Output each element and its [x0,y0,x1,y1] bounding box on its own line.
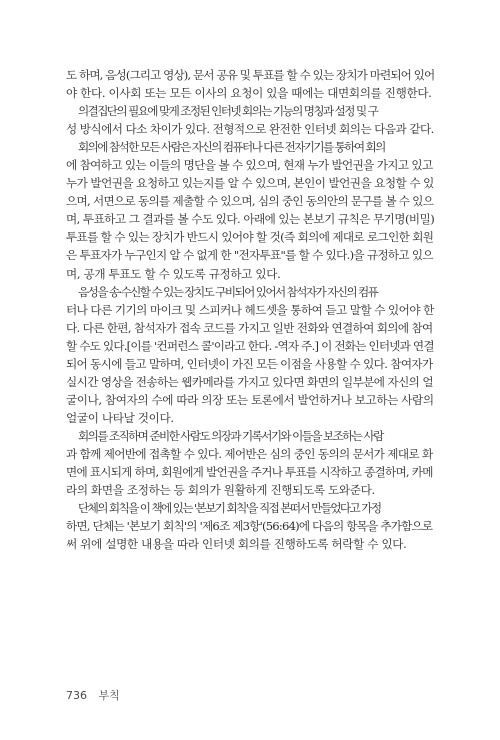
section-title: 부칙 [98,689,120,702]
text-line: 면에 표시되게 하며, 회원에게 발언권을 주거나 투표를 시작하고 종결하며, 카메 [66,465,433,480]
page-footer [66,687,120,703]
page-number: 736 [66,689,87,702]
text-line: 도 하며, 음성(그리고 영상), 문서 공유 및 투표를 할 수 있는 장치가 마련되어 있어 [66,68,435,82]
text-line: 할 수도 있다.[이를 '컨퍼런스 콜'이라고 한다. -역자 주.] 이 전화는 인터넷과 연결 [66,338,434,353]
paragraph [66,499,434,553]
text-line: 며, 투표하고 그 결과를 볼 수도 있다. 아래에 있는 본보기 규칙은 무기명(비밀) [66,212,435,227]
paragraph [66,427,434,499]
paragraph [66,66,434,102]
text-line: 의결집단의 필요에 맞게 조정된 인터넷 회의는 기능의 명칭과 설정 및 구 [78,104,378,119]
text-line: 라의 화면을 조정하는 등 회의가 원활하게 진행되도록 도와준다. [66,483,375,498]
text-line: 되어 동시에 들고 말하며, 인터넷이 가진 모든 이점을 사용할 수 있다. 참여자가 [66,356,433,371]
text-line: 으며, 서면으로 동의를 제출할 수 있으며, 심의 중인 동의안의 문구를 볼 수 있으 [66,194,434,209]
text-line: 터나 다른 기기의 마이크 및 스피커나 헤드셋을 통하여 듣고 말할 수 있어야 한 [66,302,434,317]
page-body [66,66,434,553]
text-line: 음성을 송·수신할 수 있는 장치도 구비되어 있어서 참석자가 자신의 컴퓨 [78,284,378,299]
text-line: 써 위에 설명한 내용을 따라 인터넷 회의를 진행하도록 허락할 수 있다. [66,537,407,552]
text-line: 얼굴이 나타날 것이다. [66,410,174,425]
text-line: 야 한다. 이사회 또는 모든 이사의 요청이 있을 때에는 대면회의를 진행한다. [66,86,432,101]
paragraph [66,283,434,427]
text-line: 누가 발언권을 요청하고 있는지를 알 수 있으며, 본인이 발언권을 요청할 수 있 [66,176,434,191]
text-line: 에 참여하고 있는 이들의 명단을 볼 수 있으며, 현재 누가 발언권을 가지고 있고 [66,158,433,173]
text-line: 투표를 할 수 있는 장치가 반드시 있어야 할 것(즉 회의에 제대로 로그인한 회원 [66,230,434,245]
text-line: 실시간 영상을 전송하는 웹카메라를 가지고 있다면 화면의 일부분에 자신의 얼 [66,374,433,389]
text-line: 단체의 회칙을 이 책에 있는 '본보기 회칙'을 직접 본떠서 만들었다고 가정 [78,501,381,516]
text-line: 회의를 조직하며 준비한 사람도 의장과 기록서기와 이들을 보조하는 사람 [78,428,383,443]
paragraph [66,138,434,282]
text-line: 며, 공개 투표도 할 수 있도록 규정하고 있다. [66,266,281,281]
text-line: 다. 다른 한편, 참석자가 접속 코드를 가지고 일반 전화와 연결하여 회의에 참여 [66,320,433,335]
text-line: 굴이나, 참여자의 수에 따라 의장 또는 토론에서 발언하거나 보고하는 사람의 [66,392,434,407]
text-line: 과 함께 제어반에 접촉할 수 있다. 제어반은 심의 중인 동의의 문서가 제대로 화 [66,446,433,461]
text-line: 회의에 참석한 모든 사람은 자신의 컴퓨터나 다른 전자기기를 통하여 회의 [78,140,385,155]
text-line: 하면, 단체는 '본보기 회칙'의 '제6조 제3항'(56:64)에 다음의 항목을 추가함으로 [66,519,433,534]
text-line: 성 방식에서 다소 차이가 있다. 전형적으로 완전한 인터넷 회의는 다음과 같다. [66,122,434,137]
paragraph [66,102,434,138]
text-line: 은 투표자가 누구인지 알 수 없게 한 "전자투표"를 할 수 있다.)을 규정하고 있으 [66,248,433,263]
